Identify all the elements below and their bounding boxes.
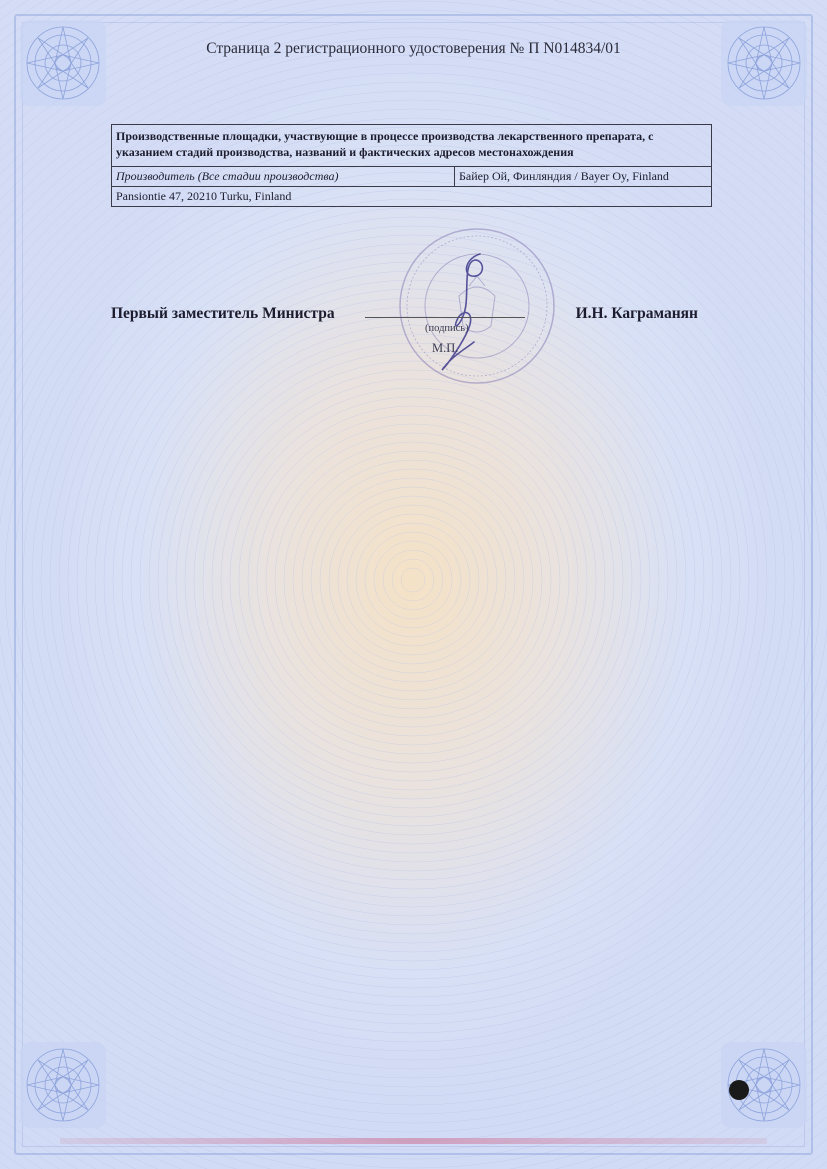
table-row — [112, 167, 712, 187]
signature-row — [111, 305, 712, 329]
corner-rosette-icon — [18, 1040, 108, 1130]
manufacturer-address: Pansiontie 47, 20210 Turku, Finland — [112, 187, 712, 207]
page-header: Страница 2 регистрационного удостоверения № П N014834/01 — [206, 40, 621, 57]
corner-rosette-icon — [719, 18, 809, 108]
table-row — [112, 125, 712, 167]
corner-rosette-icon — [18, 18, 108, 108]
signature-line — [365, 317, 525, 318]
signatory-position: Первый заместитель Министра — [111, 305, 335, 322]
production-sites-table — [111, 124, 712, 207]
manufacturer-name: Байер Ой, Финляндия / Bayer Oy, Finland — [455, 167, 712, 187]
signature-caption: (подпись) — [425, 323, 469, 334]
manufacturer-role: Производитель (Все стадии производства) — [112, 167, 455, 187]
bottom-security-band — [60, 1138, 767, 1144]
table-heading: Производственные площадки, участвующие в процессе производства лекарственного препарата, с указанием стадий производства, названий и фактических адресов местонахождения — [112, 125, 712, 167]
table-row — [112, 187, 712, 207]
seal-label: М.П. — [432, 341, 459, 355]
punch-hole — [729, 1080, 749, 1100]
signatory-name: И.Н. Каграманян — [575, 305, 698, 322]
